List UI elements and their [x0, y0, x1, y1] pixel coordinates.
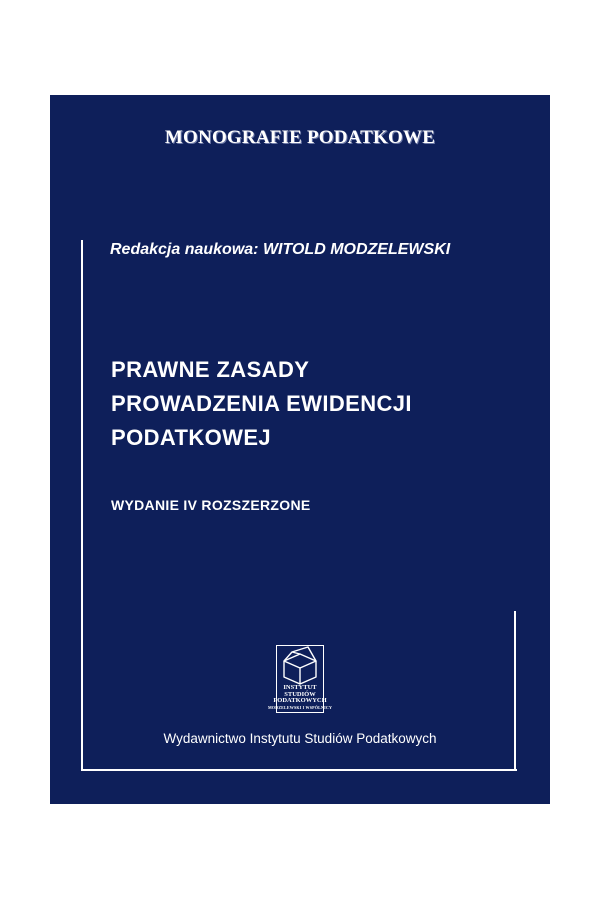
logo-line-1: INSTYTUT — [283, 684, 317, 691]
book-title — [111, 353, 412, 455]
frame-bottom-line — [81, 769, 517, 771]
publisher-name: Wydawnictwo Instytutu Studiów Podatkowych — [163, 731, 437, 746]
book-cover — [50, 95, 550, 804]
series-title: MONOGRAFIE PODATKOWE — [164, 127, 436, 148]
edition-label: WYDANIE IV ROZSZERZONE — [111, 497, 311, 513]
logo-small-line: MODZELEWSKI I WSPÓLNICY — [267, 704, 333, 710]
title-line-3: PODATKOWEJ — [111, 425, 272, 450]
frame-left-line — [81, 240, 83, 771]
logo-line-3: PODATKOWYCH — [273, 697, 327, 704]
title-line-1: PRAWNE ZASADY — [111, 357, 310, 382]
open-box-cube-icon — [262, 645, 338, 685]
frame-right-line — [514, 611, 516, 771]
logo-line-2: STUDIÓW — [284, 690, 316, 698]
logo-text — [262, 685, 338, 711]
editor-line: Redakcja naukowa: WITOLD MODZELEWSKI — [110, 241, 451, 258]
title-line-2: PROWADZENIA EWIDENCJI — [111, 391, 412, 416]
publisher-logo — [262, 645, 338, 717]
